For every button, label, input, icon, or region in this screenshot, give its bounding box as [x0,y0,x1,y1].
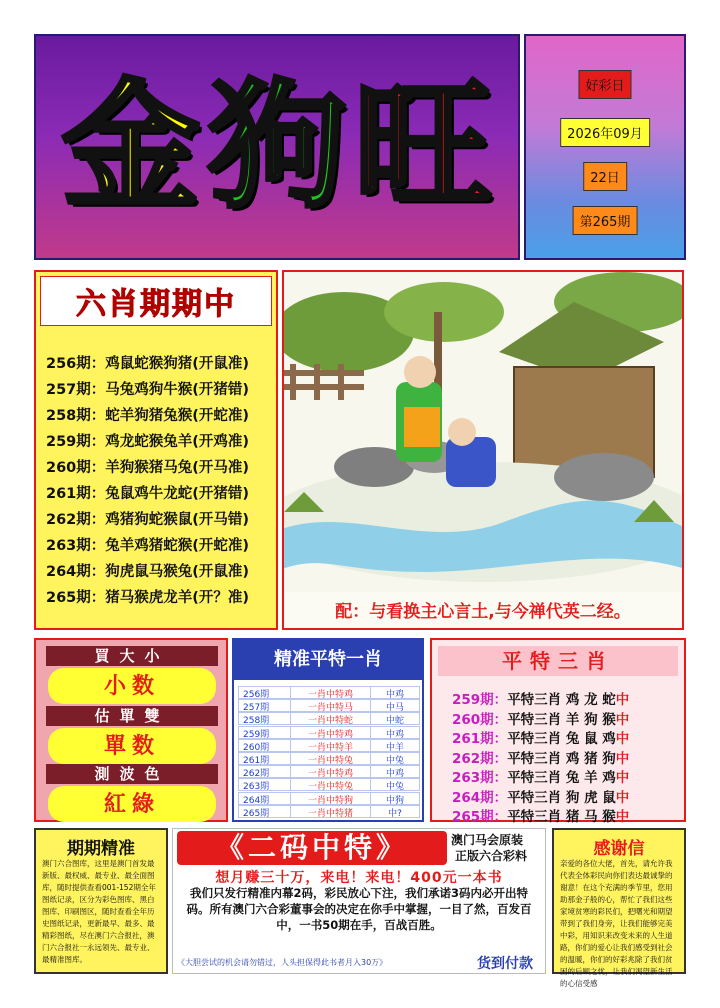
hit-mark: 中 [615,809,630,825]
table-row [238,699,420,712]
prediction-cell: 一肖中特鸡 [290,765,370,778]
prediction-cell: 一肖中特兔 [290,752,370,765]
list-item [452,688,629,708]
issue-info-panel [524,34,686,260]
issue-cell: 264期 [238,792,290,805]
prediction-text: 平特三肖 狗 虎 鼠 [507,789,616,806]
title-char-1: 金 [61,66,200,227]
result-cell: 中? [370,805,420,818]
result-cell: 中鸡 [370,765,420,778]
value-color: 紅綠 [48,786,216,822]
prediction-cell: 一肖中特鸡 [290,686,370,699]
thank-you-letter-panel [552,828,686,988]
result-cell: 中马 [370,699,420,712]
table-row [238,778,420,791]
thank-you-text: 亲爱的各位大佬，首先，请允许我代表全体彩民向你们表达最诚挚的谢意！在这个充满的季节里，您用助那金子般的心，帮忙了我们这些家境贫寒的彩民们，把曙光和期望带到了我们身旁，让我们能够完美中彩，用知识来改变未来的人生道路，你们的爱心让我们感受到社会的温暖，你们的好彩兆除了我们贫困的后顾之忧，让我们渴望新生活的心信受感 [560,859,673,988]
advert-footnote: 《大胆尝试的机会请勿错过，人头担保得此书者月入30万》 [177,958,388,967]
prediction-cell: 一肖中特马 [290,699,370,712]
six-zodiac-row: 262期：鸡猪狗蛇猴鼠(开马错) [46,512,250,528]
table-row [238,686,420,699]
table-title: 精准平特一肖 [234,640,422,680]
prediction-text: 平特三肖 鸡 猪 狗 [507,750,616,767]
six-zodiac-title: 六肖期期中 [40,276,272,326]
six-zodiac-row: 258期：蛇羊狗猪兔猴(开蛇准) [46,408,250,424]
prediction-cell: 一肖中特蛇 [290,712,370,725]
prediction-text: 平特三肖 兔 鼠 鸡 [507,731,616,747]
masthead [34,34,520,260]
issue-cell: 263期 [238,778,290,791]
six-zodiac-row: 263期：兔羊鸡猪蛇猴(开蛇准) [46,538,250,554]
six-zodiac-panel [34,270,278,630]
advert-slogan: 想月赚三十万，来电！来电！400元一本书 [215,870,503,886]
list-item [452,766,629,786]
hit-mark: 中 [615,770,630,786]
title-char-3: 旺 [354,66,493,227]
precise-special-zodiac-table [232,638,424,822]
prediction-text: 平特三肖 鸡 龙 蛇 [507,692,616,708]
issue-label: 261期： [452,731,508,747]
list-item [452,747,629,767]
result-cell: 中鸡 [370,726,420,739]
issue-label: 262期： [452,750,508,767]
value-parity: 單数 [48,728,216,764]
table-row [238,726,420,739]
issue-cell: 260期 [238,739,290,752]
issue-label: 263期： [452,770,508,786]
table-row [238,792,420,805]
cash-on-delivery-label: 货到付款 [477,956,533,972]
prediction-cell: 一肖中特鸡 [290,726,370,739]
year-month-label: 2026年09月 [560,118,650,147]
result-cell: 中蛇 [370,712,420,725]
six-zodiac-row: 259期：鸡龙蛇猴兔羊(开鸡准) [46,434,250,450]
issue-cell: 256期 [238,686,290,699]
hit-mark: 中 [615,750,630,767]
advert-banner: 《二码中特》 [177,831,447,865]
hit-mark: 中 [615,711,630,728]
list-item [452,727,629,747]
prediction-cell: 一肖中特羊 [290,739,370,752]
prediction-text: 平特三肖 猪 马 猴 [507,809,616,825]
result-cell: 中羊 [370,739,420,752]
advert-side-line-1: 澳门马会原装 [451,833,524,847]
six-zodiac-row: 264期：狗虎鼠马猴兔(开鼠准) [46,564,250,580]
two-code-advert [172,828,546,974]
hit-mark: 中 [615,692,630,708]
advert-side-line-2: 正版六合彩料 [455,849,528,863]
advert-body: 我们只发行精准内幕2码，彩民放心下注，我们承诺3码内必开出特码。所有澳门六合彩董事会的决定在你手中掌握，一目了然，百发百中，一书50期在手，百战百胜。 [186,886,532,932]
table-row [238,712,420,725]
six-zodiac-row: 257期：马兔鸡狗牛猴(开猪错) [46,382,250,398]
prediction-cell: 一肖中特狗 [290,792,370,805]
issue-label: 259期： [452,692,508,708]
prediction-cell: 一肖中特兔 [290,778,370,791]
table-row [238,739,420,752]
issue-cell: 259期 [238,726,290,739]
accuracy-notice-text: 澳门六合图库，这里是澳门首发最新版、最权威、最专业、最全面图库，随时提供查看001-152期全年图纸记录，区分为彩色图库、黑白图库、印刷图区，随时查看全年历史图纸记录，更新最早、最多、最精彩图纸，尽在澳门六合报社，澳门六合报社一永远领先、最专业、最精准图库。 [42,859,156,964]
day-label: 22日 [583,162,627,191]
band-color: 測波色 [46,764,218,784]
result-cell: 中鸡 [370,686,420,699]
issue-number-label: 第265期 [573,206,638,235]
three-zodiac-title: 平特三肖 [438,646,678,676]
table-row [238,805,420,818]
prediction-cell: 一肖中特猪 [290,805,370,818]
issue-cell: 261期 [238,752,290,765]
table-row [238,765,420,778]
value-size: 小数 [48,668,216,704]
issue-cell: 257期 [238,699,290,712]
three-zodiac-panel [430,638,686,825]
result-cell: 中兔 [370,752,420,765]
six-zodiac-row: 256期：鸡鼠蛇猴狗猪(开鼠准) [46,356,250,372]
result-cell: 中狗 [370,792,420,805]
table-row [238,752,420,765]
list-item [452,786,629,806]
result-cell: 中兔 [370,778,420,791]
accuracy-notice-panel [34,828,168,974]
prediction-text: 平特三肖 羊 狗 猴 [507,711,616,728]
issue-label: 264期： [452,789,508,806]
issue-label: 265期： [452,809,508,825]
prediction-text: 平特三肖 兔 羊 鸡 [507,770,616,786]
thank-you-title: 感谢信 [593,839,645,859]
story-illustration [282,270,684,630]
issue-cell: 262期 [238,765,290,778]
lucky-day-label: 好彩日 [578,70,631,99]
title-char-2: 狗 [207,66,346,227]
accuracy-notice-title: 期期精准 [67,839,135,859]
issue-label: 260期： [452,711,508,728]
band-parity: 估單雙 [46,706,218,726]
hit-mark: 中 [615,731,630,747]
issue-cell: 265期 [238,805,290,818]
six-zodiac-row: 265期：猪马猴虎龙羊(开？准) [46,590,250,606]
illustration-graphic [284,272,682,592]
list-item [452,805,629,825]
six-zodiac-row: 261期：兔鼠鸡牛龙蛇(开猪错) [46,486,250,502]
band-size: 買大小 [46,646,218,666]
hit-mark: 中 [615,789,630,806]
six-zodiac-row: 260期：羊狗猴猪马兔(开马准) [46,460,250,476]
size-parity-color-panel [34,638,228,822]
picture-caption: 配：与看换主心言土,与今禅代英二经。 [335,602,631,622]
issue-cell: 258期 [238,712,290,725]
list-item [452,708,629,728]
